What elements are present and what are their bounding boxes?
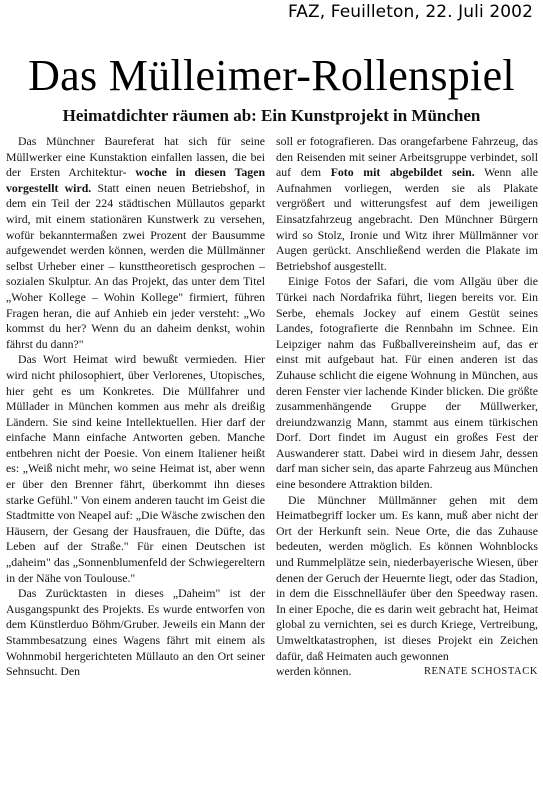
last-line: werden können. xyxy=(276,664,352,679)
paragraph-1 xyxy=(6,134,265,352)
left-column xyxy=(6,134,265,680)
source-line: FAZ, Feuilleton, 22. Juli 2002 xyxy=(287,2,533,22)
highlighted-text: Foto mit abgebildet sein. xyxy=(330,165,475,180)
paragraph-4-text-b: Wenn alle Aufnahmen vorliegen, werden sie als Plakate vergrößert und witterungsfest auf dem jeweiligen Einsatzfahrzeug angebracht. Den Münchner Bürgern wird so Stolz, Ironie und Witz ihrer Müllmänner vor Augen gerückt. Anschließend werden die Plakate im Betriebshof ausgestellt. xyxy=(276,165,538,273)
highlighted-text: woche in diesen Tagen vorgestellt wird. xyxy=(6,165,265,195)
paragraph-2: Das Wort Heimat wird bewußt vermieden. Hier wird nicht philosophiert, über Verlorenes, Utopisches, hier geht es um Konkretes. Die Müllfahrer und Müllader in München kommen aus mehr als dreißig Ländern. Sie sind keine Intellektuellen. Hier darf der einfache Mann einfache Antworten geben. Manche entbehren nicht der Poesie. Von einem Italiener heißt es: „Weiß nicht mehr, wo seine Heimat ist, aber wenn er über den Brenner fährt, überkommt ihn dieses starke Gefühl." Von einem anderen taucht im Geist die Stadtmitte von Neapel auf: „Die Wäsche zwischen den Häusern, der Gesang der Hausfrauen, die Düfte, das Leben auf der Straße." Für einen Deutschen ist „daheim" das „Sonnenblumenfeld der Schwiegereltern in der Nähe von Toulouse." xyxy=(6,352,265,585)
paragraph-5: Einige Fotos der Safari, die vom Allgäu über die Türkei nach Nordafrika führt, liegen bereits vor. Ein Serbe, ehemals Jockey auf einem Gestüt seines Landes, fotografierte die Rennbahn im Schnee. Ein Leipziger nahm das Fußballvereinsheim auf, das er einst mit aufgebaut hat. Für einen anderen ist das Zuhause schlicht die eigene Wohnung in München, aus deren Fenster vier lachende Kinder blicken. Die größte zusammenhängende Gruppe der Müllwerker, dreiundzwanzig Mann, stammt aus einem türkischen Dorf. Dort findet im August ein großes Fest der Auswanderer statt. Dabei wird in diesem Jahr, dessen darf man sicher sein, das aparte Fahrzeug aus München eine besondere Attraktion bilden. xyxy=(276,274,538,492)
paragraph-4 xyxy=(276,134,538,274)
paragraph-1-text-a: Das Münchner Baureferat hat sich für seine Müllwerker eine Kunstaktion einfallen lassen, die bei der Ersten Architektur- xyxy=(6,134,265,180)
right-column xyxy=(276,134,538,680)
author-name: RENATE SCHOSTACK xyxy=(423,666,538,678)
paragraph-1-text-b: Statt einen neuen Betriebshof, in dem ein Teil der 224 städtischen Müllautos geparkt wird, mit einem stationären Kunstwerk zu versehen, wofür bekanntermaßen zwei Prozent der Bausumme aufgewendet werden können, werden die Müllmänner selbst Urheber einer – kunsttheoretisch gesprochen – sozialen Skulptur. An das Projekt, das unter dem Titel „Woher Kollege – Wohin Kollege" firmiert, führen Fragen heran, die auf Anhieb ein jeder versteht: „Wo kommst du her? Wenn du an daheim denkst, wohin fährst du dann?" xyxy=(6,180,266,351)
headline: Das Mülleimer-Rollenspiel xyxy=(28,51,515,100)
paragraph-4-text-a: soll er fotografieren. Das orangefarbene Fahrzeug, das den Reisenden mit seiner Arbeitsgruppe verbindet, soll auf dem xyxy=(276,134,538,180)
paragraph-3: Das Zurücktasten in dieses „Daheim" ist der Ausgangspunkt des Projekts. Es wurde entworfen von dem Künstlerduo Böhm/Gruber. Jeweils ein Mann der Stammbesatzung eines Wagens fährt mit einem als Wohnmobil hergerichteten Müllauto an den Ort seiner Sehnsucht. Den xyxy=(6,586,265,679)
article-body xyxy=(6,134,540,796)
signature-line xyxy=(276,664,538,680)
paragraph-6: Die Münchner Müllmänner gehen mit dem Heimatbegriff locker um. Es kann, muß aber nicht der Ort der Herkunft sein. Neue Orte, die das Zuhause bedeuten, werden möglich. Es können Wohnblocks und Rummelplätze sein, niederbayerische Wiesen, über denen der Geruch der Heuernte liegt, oder das Stadion, in dem die Eisschnelläufer über den Speedway rasen. In einer Epoche, die es darin weit gebracht hat, Heimat global zu vernichten, sei es durch Kriege, Vertreibung, Umweltkatastrophen, ist dieses Projekt ein Zeichen dafür, daß Heimaten auch gewonnen xyxy=(276,492,538,663)
subheadline: Heimatdichter räumen ab: Ein Kunstprojekt in München xyxy=(62,106,481,125)
